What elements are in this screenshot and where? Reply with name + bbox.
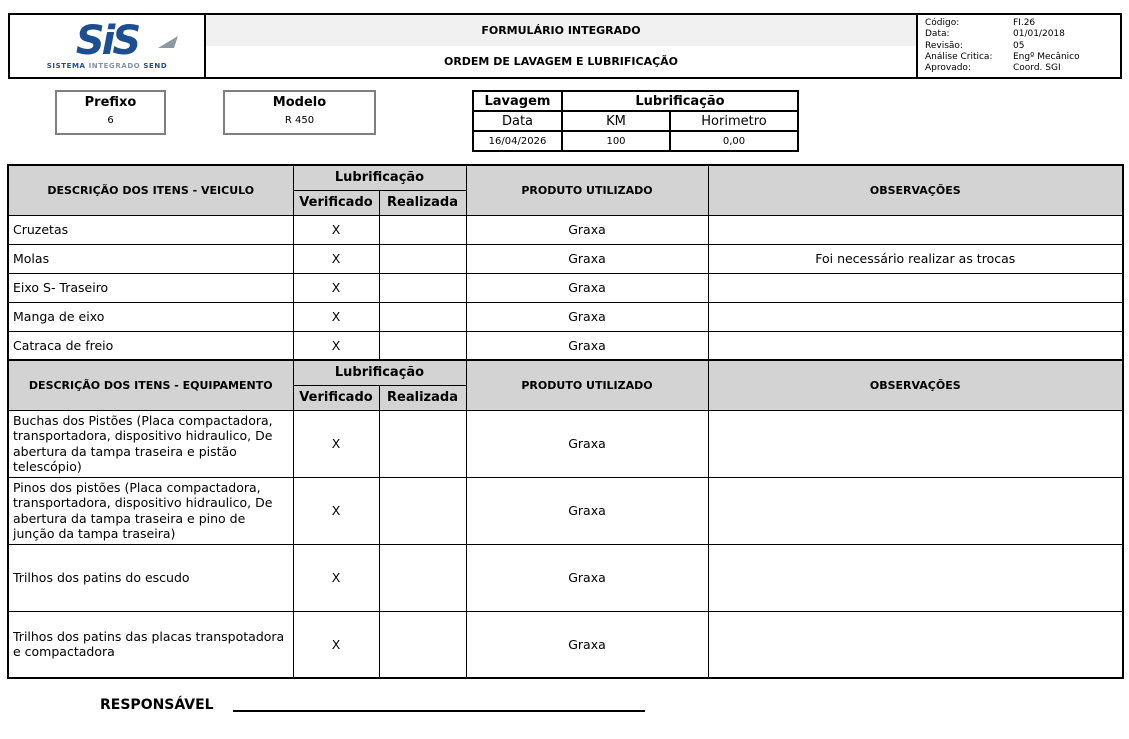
- km-column-header: KM: [562, 111, 670, 131]
- header-band: [8, 13, 1122, 79]
- table-row: [8, 215, 1123, 244]
- col-header-verificado: Verificado: [293, 385, 379, 410]
- section-title: DESCRIÇÃO DOS ITENS - VEICULO: [8, 165, 293, 215]
- realizada-cell: [379, 544, 466, 611]
- lavagem-header: Lavagem: [473, 91, 562, 111]
- observacoes-cell: [708, 215, 1123, 244]
- realizada-cell: [379, 331, 466, 360]
- table-row: [8, 302, 1123, 331]
- verificado-cell: X: [293, 544, 379, 611]
- modelo-value: R 450: [284, 115, 315, 126]
- sis-logo-wordmark: [75, 18, 139, 64]
- data-column-header: Data: [473, 111, 562, 131]
- header-title-cell: [206, 15, 918, 77]
- responsavel-signature-line: [233, 698, 645, 712]
- table-row: [8, 544, 1123, 611]
- tagline-word-2: INTEGRADO: [88, 62, 141, 70]
- col-header-observacoes: OBSERVAÇÕES: [708, 360, 1123, 410]
- section-header-row: [8, 360, 1123, 385]
- logo-triangle-icon: [158, 36, 178, 48]
- observacoes-cell: [708, 302, 1123, 331]
- verificado-cell: X: [293, 273, 379, 302]
- modelo-box: [223, 90, 376, 135]
- responsavel-label: RESPONSÁVEL: [100, 697, 214, 713]
- service-values-row: [473, 131, 798, 151]
- produto-cell: Graxa: [466, 544, 708, 611]
- table-row: [8, 244, 1123, 273]
- verificado-cell: X: [293, 331, 379, 360]
- produto-cell: Graxa: [466, 410, 708, 477]
- modelo-label: Modelo: [272, 95, 327, 110]
- realizada-cell: [379, 410, 466, 477]
- observacoes-cell: [708, 273, 1123, 302]
- meta-value: FI.26: [1013, 18, 1036, 28]
- verificado-cell: X: [293, 410, 379, 477]
- col-header-produto: PRODUTO UTILIZADO: [466, 360, 708, 410]
- realizada-cell: [379, 244, 466, 273]
- meta-label: Análise Critica:: [925, 51, 993, 62]
- section-header-row: [8, 165, 1123, 190]
- produto-cell: Graxa: [466, 244, 708, 273]
- sis-logo-text: SiS: [75, 18, 139, 64]
- checklist-table: [7, 164, 1124, 679]
- meta-value: 05: [1013, 40, 1025, 51]
- realizada-cell: [379, 477, 466, 544]
- data-value: 16/04/2026: [473, 131, 562, 151]
- col-header-lubrificacao: Lubrificação: [293, 360, 466, 385]
- table-row: [8, 477, 1123, 544]
- verificado-cell: X: [293, 302, 379, 331]
- section-title: DESCRIÇÃO DOS ITENS - EQUIPAMENTO: [8, 360, 293, 410]
- meta-label: Código:: [925, 18, 960, 28]
- realizada-cell: [379, 215, 466, 244]
- produto-cell: Graxa: [466, 215, 708, 244]
- item-description-cell: Eixo S- Traseiro: [8, 273, 293, 302]
- tagline-word-3: SEND: [143, 62, 168, 70]
- produto-cell: Graxa: [466, 477, 708, 544]
- document-meta-box: [918, 15, 1120, 77]
- service-header-row: [473, 91, 798, 111]
- observacoes-cell: [708, 477, 1123, 544]
- item-description-cell: Manga de eixo: [8, 302, 293, 331]
- col-header-realizada: Realizada: [379, 190, 466, 215]
- tagline-word-1: SISTEMA: [46, 62, 86, 70]
- item-description-cell: Catraca de freio: [8, 331, 293, 360]
- realizada-cell: [379, 611, 466, 678]
- meta-row-aprovado: [925, 63, 1116, 74]
- item-description-cell: Buchas dos Pistões (Placa compactadora, transportadora, dispositivo hidraulico, De abertura da tampa traseira e pistão telescópio): [8, 410, 293, 477]
- meta-label: Aprovado:: [925, 63, 971, 73]
- item-description-cell: Cruzetas: [8, 215, 293, 244]
- col-header-verificado: Verificado: [293, 190, 379, 215]
- form-subtitle: ORDEM DE LAVAGEM E LUBRIFICAÇÃO: [206, 46, 916, 77]
- km-value: 100: [562, 131, 670, 151]
- lavagem-lubrificacao-table: [472, 90, 799, 152]
- table-row: [8, 273, 1123, 302]
- verificado-cell: X: [293, 244, 379, 273]
- item-description-cell: Trilhos dos patins do escudo: [8, 544, 293, 611]
- observacoes-cell: Foi necessário realizar as trocas: [708, 244, 1123, 273]
- realizada-cell: [379, 302, 466, 331]
- col-header-realizada: Realizada: [379, 385, 466, 410]
- meta-row-revisao: [925, 41, 1116, 52]
- table-row: [8, 611, 1123, 678]
- col-header-observacoes: OBSERVAÇÕES: [708, 165, 1123, 215]
- verificado-cell: X: [293, 215, 379, 244]
- prefixo-box: [55, 90, 166, 135]
- verificado-cell: X: [293, 611, 379, 678]
- meta-label: Revisão:: [925, 40, 963, 51]
- lubrificacao-header: Lubrificação: [562, 91, 798, 111]
- meta-value: Engº Mecânico: [1013, 51, 1080, 62]
- service-subheader-row: [473, 111, 798, 131]
- main-table-body: [8, 165, 1123, 678]
- observacoes-cell: [708, 410, 1123, 477]
- sis-logo: [10, 15, 206, 77]
- prefixo-value: 6: [107, 115, 114, 126]
- meta-label: Data:: [925, 29, 950, 40]
- verificado-cell: X: [293, 477, 379, 544]
- horimetro-column-header: Horimetro: [670, 111, 798, 131]
- realizada-cell: [379, 273, 466, 302]
- table-row: [8, 331, 1123, 360]
- observacoes-cell: [708, 544, 1123, 611]
- meta-value: Coord. SGI: [1013, 63, 1061, 73]
- col-header-produto: PRODUTO UTILIZADO: [466, 165, 708, 215]
- produto-cell: Graxa: [466, 611, 708, 678]
- horimetro-value: 0,00: [670, 131, 798, 151]
- item-description-cell: Trilhos dos patins das placas transpotadora e compactadora: [8, 611, 293, 678]
- produto-cell: Graxa: [466, 302, 708, 331]
- item-description-cell: Molas: [8, 244, 293, 273]
- produto-cell: Graxa: [466, 273, 708, 302]
- form-title: FORMULÁRIO INTEGRADO: [206, 15, 916, 46]
- meta-row-codigo: [925, 18, 1116, 29]
- observacoes-cell: [708, 611, 1123, 678]
- observacoes-cell: [708, 331, 1123, 360]
- meta-value: 01/01/2018: [1013, 29, 1065, 40]
- col-header-lubrificacao: Lubrificação: [293, 165, 466, 190]
- item-description-cell: Pinos dos pistões (Placa compactadora, transportadora, dispositivo hidraulico, De abertura da tampa traseira e pino de junção da tampa traseira): [8, 477, 293, 544]
- meta-row-analise: [925, 52, 1116, 63]
- produto-cell: Graxa: [466, 331, 708, 360]
- prefixo-label: Prefixo: [84, 95, 137, 110]
- meta-row-data: [925, 29, 1116, 40]
- table-row: [8, 410, 1123, 477]
